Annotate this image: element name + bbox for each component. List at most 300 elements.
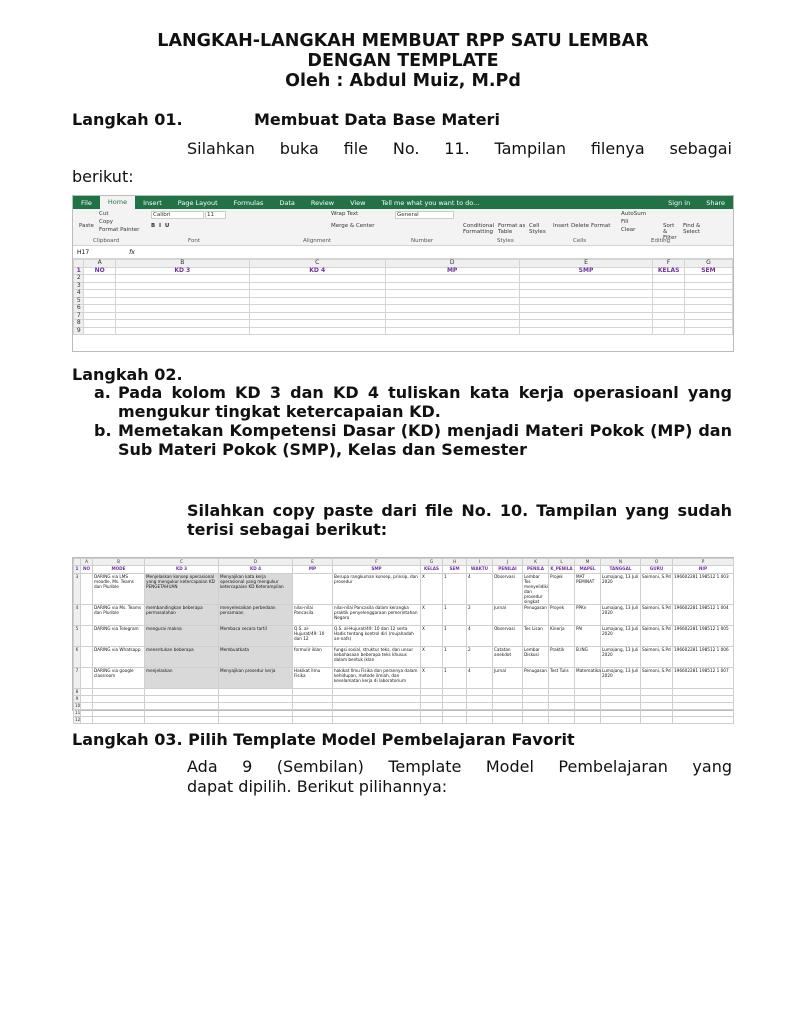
table-cell[interactable]: menentukan beberapa: [145, 647, 219, 668]
table-cell[interactable]: [493, 696, 523, 703]
table-cell[interactable]: [467, 710, 493, 717]
table-cell[interactable]: fungsi sosial, struktur teks, dan unsur kebahasaan beberapa teks khusus dalam bentuk iklan: [333, 647, 421, 668]
table-cell[interactable]: [493, 689, 523, 696]
table-cell[interactable]: Lembar Tes menyelidiki dan prosedur singkat: [524, 574, 549, 604]
table-cell[interactable]: [81, 668, 93, 689]
table-cell[interactable]: [93, 703, 145, 710]
table-cell[interactable]: [641, 717, 673, 724]
column-header[interactable]: K: [523, 559, 549, 566]
table-cell[interactable]: Q.S. al-Hujurat/49: 10 dan 12 serta Hadis tentang kontrol diri (mujahadah an-nafs): [333, 626, 421, 647]
header-cell[interactable]: NIP: [673, 566, 734, 574]
cell[interactable]: [684, 282, 732, 290]
table-cell[interactable]: [641, 696, 673, 703]
table-cell[interactable]: MAT PEMINAT: [575, 574, 601, 605]
header-cell[interactable]: KD 4: [219, 566, 293, 574]
autosum-button[interactable]: AutoSum: [621, 211, 647, 217]
table-cell[interactable]: [575, 703, 601, 710]
column-header[interactable]: G: [421, 559, 443, 566]
column-header[interactable]: L: [549, 559, 575, 566]
table-cell[interactable]: [293, 717, 333, 724]
header-cell-kelas[interactable]: KELAS: [653, 267, 684, 275]
table-cell[interactable]: formulir iklan: [293, 647, 333, 668]
column-header[interactable]: A: [81, 559, 93, 566]
table-cell[interactable]: [93, 696, 145, 703]
cell[interactable]: [115, 312, 249, 320]
table-cell[interactable]: [523, 689, 549, 696]
row-number[interactable]: 4: [74, 605, 81, 626]
cell[interactable]: [249, 312, 385, 320]
format-as-table-button[interactable]: Format as Table: [498, 223, 526, 235]
cell[interactable]: [653, 312, 684, 320]
menu-formulas[interactable]: Formulas: [233, 198, 264, 207]
column-header[interactable]: P: [673, 559, 734, 566]
table-cell[interactable]: 4: [467, 668, 493, 689]
table-cell[interactable]: [333, 696, 421, 703]
table-cell[interactable]: [93, 717, 145, 724]
table-cell[interactable]: [421, 703, 443, 710]
table-cell[interactable]: [81, 717, 93, 724]
header-cell[interactable]: SEM: [443, 566, 467, 574]
table-cell[interactable]: [81, 689, 93, 696]
table-cell[interactable]: [443, 696, 467, 703]
table-cell[interactable]: [673, 696, 734, 703]
table-cell[interactable]: Membaca secara tartil: [219, 626, 293, 647]
cell[interactable]: [385, 327, 519, 335]
cell[interactable]: [684, 290, 732, 298]
table-cell[interactable]: B.ING: [575, 647, 601, 668]
table-cell[interactable]: [641, 703, 673, 710]
column-header[interactable]: A: [84, 260, 115, 268]
insert-cells-button[interactable]: Insert: [553, 223, 569, 229]
table-cell[interactable]: Test Tulis: [549, 668, 575, 689]
row-number[interactable]: 10: [75, 703, 81, 708]
menu-insert[interactable]: Insert: [143, 198, 162, 207]
table-cell[interactable]: Jurnal: [493, 605, 523, 626]
cell[interactable]: [684, 275, 732, 283]
column-header[interactable]: C: [145, 559, 219, 566]
cell[interactable]: [249, 275, 385, 283]
table-cell[interactable]: hakikat Ilmu Fisika dan perannya dalam kehidupan, metode ilmiah, dan keselamatan kerja di laboratorium: [333, 668, 421, 689]
table-cell[interactable]: 196602281 198512 1 005: [673, 626, 734, 647]
table-cell[interactable]: [421, 710, 443, 717]
table-cell[interactable]: [145, 710, 219, 717]
header-cell[interactable]: TANGGAL: [601, 566, 641, 574]
header-cell-smp[interactable]: SMP: [519, 267, 653, 275]
table-cell[interactable]: [219, 717, 293, 724]
cell[interactable]: [84, 297, 115, 305]
table-cell[interactable]: [575, 710, 601, 717]
table-cell[interactable]: 196602281 198512 1 003: [673, 574, 734, 605]
header-cell[interactable]: PENILAI: [493, 566, 523, 574]
table-cell[interactable]: PPKn: [575, 605, 601, 626]
table-cell[interactable]: menyelesaikan perbedaan persamaan: [219, 605, 293, 626]
table-cell[interactable]: Observasi: [493, 574, 523, 605]
cell[interactable]: [84, 282, 115, 290]
share-button[interactable]: Share: [706, 198, 725, 207]
table-cell[interactable]: 1: [443, 668, 467, 689]
table-cell[interactable]: [293, 710, 333, 717]
table-cell[interactable]: 4: [467, 626, 493, 647]
header-cell-no[interactable]: NO: [84, 267, 115, 275]
header-cell[interactable]: MODE: [93, 566, 145, 574]
format-cells-button[interactable]: Format: [591, 223, 611, 229]
table-cell[interactable]: [549, 689, 575, 696]
header-cell[interactable]: PENILA: [523, 566, 549, 574]
cell[interactable]: [653, 320, 684, 328]
delete-cells-button[interactable]: Delete: [571, 223, 590, 229]
menu-data[interactable]: Data: [279, 198, 295, 207]
cell[interactable]: [115, 290, 249, 298]
find-select-button[interactable]: Find & Select: [683, 223, 701, 235]
row-number[interactable]: 5: [74, 297, 84, 305]
menu-file[interactable]: File: [81, 198, 92, 207]
table-cell[interactable]: [421, 696, 443, 703]
column-header[interactable]: F: [653, 260, 684, 268]
clear-button[interactable]: Clear: [621, 227, 636, 233]
table-cell[interactable]: [467, 717, 493, 724]
table-cell[interactable]: 2: [467, 605, 493, 626]
table-cell[interactable]: Saimoni, S.Pd: [641, 605, 673, 626]
table-cell[interactable]: 196602281 198512 1 004: [673, 605, 734, 626]
table-cell[interactable]: DARING via Ms. Teams dan Plurible: [93, 605, 145, 626]
table-cell[interactable]: Membuatkata: [219, 647, 293, 668]
row-number[interactable]: 7: [74, 312, 84, 320]
table-cell[interactable]: [81, 574, 93, 605]
cell[interactable]: [249, 320, 385, 328]
cell[interactable]: [519, 320, 653, 328]
fill-button[interactable]: Fill: [621, 219, 629, 225]
table-cell[interactable]: DARING via Whatsapp: [93, 647, 145, 668]
table-cell[interactable]: [601, 696, 641, 703]
column-header[interactable]: F: [333, 559, 421, 566]
table-cell[interactable]: [293, 689, 333, 696]
table-cell[interactable]: [421, 717, 443, 724]
table-cell[interactable]: [145, 717, 219, 724]
table-cell[interactable]: [145, 696, 219, 703]
cell[interactable]: [249, 305, 385, 313]
row-number[interactable]: 8: [74, 689, 81, 696]
table-cell[interactable]: [219, 703, 293, 710]
table-cell[interactable]: [523, 703, 549, 710]
cell[interactable]: [249, 290, 385, 298]
table-cell[interactable]: Observasi: [493, 626, 523, 647]
table-cell[interactable]: [575, 689, 601, 696]
table-cell[interactable]: [81, 703, 93, 710]
table-cell[interactable]: [523, 696, 549, 703]
table-cell[interactable]: 2: [467, 647, 493, 668]
column-header[interactable]: I: [467, 559, 493, 566]
table-cell[interactable]: [421, 689, 443, 696]
row-number[interactable]: 12: [75, 717, 81, 722]
table-cell[interactable]: [549, 710, 575, 717]
tell-me-box[interactable]: Tell me what you want to do...: [381, 198, 480, 207]
table-cell[interactable]: [443, 703, 467, 710]
cell[interactable]: [84, 320, 115, 328]
header-cell-sem[interactable]: SEM: [684, 267, 732, 275]
table-cell[interactable]: [81, 605, 93, 626]
table-cell[interactable]: DARING via LMS moodle, Ms. Teams dan Plurible: [93, 574, 145, 605]
column-header[interactable]: H: [443, 559, 467, 566]
table-cell[interactable]: Jurnal: [493, 668, 523, 689]
table-cell[interactable]: [145, 689, 219, 696]
cell[interactable]: [385, 275, 519, 283]
table-cell[interactable]: [333, 717, 421, 724]
table-cell[interactable]: Lembar Diskusi: [523, 647, 549, 668]
table-cell[interactable]: Lumajang, 13 Juli 2020: [601, 647, 641, 668]
table-cell[interactable]: [81, 696, 93, 703]
table-cell[interactable]: [219, 696, 293, 703]
cell[interactable]: [84, 312, 115, 320]
cell[interactable]: [84, 275, 115, 283]
table-cell[interactable]: [575, 717, 601, 724]
table-cell[interactable]: [443, 689, 467, 696]
table-cell[interactable]: X: [421, 626, 443, 647]
column-header[interactable]: O: [641, 559, 673, 566]
cell[interactable]: [115, 282, 249, 290]
table-cell[interactable]: Menyajikan prosedur kerja: [219, 668, 293, 689]
table-cell[interactable]: [93, 689, 145, 696]
cell[interactable]: [519, 327, 653, 335]
cell[interactable]: [115, 327, 249, 335]
table-cell[interactable]: menjelaskan: [145, 668, 219, 689]
cell[interactable]: [684, 327, 732, 335]
table-cell[interactable]: Menjelaskan konsep operasional yang mengukur ketercapaian KD PENGETAHUAN: [145, 574, 219, 605]
table-cell[interactable]: membandingkan beberapa permasalahan: [145, 605, 219, 626]
table-cell[interactable]: [601, 703, 641, 710]
table-cell[interactable]: 1: [443, 647, 467, 668]
table-cell[interactable]: Penugasan: [523, 605, 549, 626]
paste-button[interactable]: Paste: [79, 223, 94, 229]
table-cell[interactable]: [81, 710, 93, 717]
table-cell[interactable]: DARING via google classroom: [93, 668, 145, 689]
cut-button[interactable]: Cut: [99, 211, 109, 217]
table-cell[interactable]: [293, 574, 333, 605]
cell[interactable]: [519, 290, 653, 298]
column-header[interactable]: M: [575, 559, 601, 566]
column-header[interactable]: E: [293, 559, 333, 566]
table-cell[interactable]: Saimoni, S.Pd: [641, 626, 673, 647]
wrap-text-button[interactable]: Wrap Text: [331, 211, 359, 217]
table-cell[interactable]: [333, 710, 421, 717]
table-cell[interactable]: [493, 717, 523, 724]
table-cell[interactable]: [601, 689, 641, 696]
row-number[interactable]: 11: [75, 710, 81, 715]
cell[interactable]: [519, 275, 653, 283]
cell[interactable]: [249, 297, 385, 305]
menu-page-layout[interactable]: Page Layout: [177, 198, 218, 207]
merge-center-button[interactable]: Merge & Center: [331, 223, 375, 229]
table-cell[interactable]: [549, 703, 575, 710]
table-cell[interactable]: [673, 689, 734, 696]
table-cell[interactable]: [549, 696, 575, 703]
cell[interactable]: [653, 282, 684, 290]
table-cell[interactable]: Proyek: [549, 605, 575, 626]
table-cell[interactable]: [641, 689, 673, 696]
cell[interactable]: [653, 305, 684, 313]
table-cell[interactable]: 196602281 198512 1 007: [673, 668, 734, 689]
table-cell[interactable]: Lumajang, 13 Juli 2020: [601, 574, 641, 605]
number-format-select[interactable]: General: [395, 211, 454, 219]
table-cell[interactable]: [549, 717, 575, 724]
table-cell[interactable]: [641, 710, 673, 717]
cell[interactable]: [653, 297, 684, 305]
column-header[interactable]: D: [219, 559, 293, 566]
table-cell[interactable]: [523, 717, 549, 724]
row-number[interactable]: 8: [74, 320, 84, 328]
cell[interactable]: [653, 290, 684, 298]
row-number[interactable]: 6: [74, 647, 81, 668]
table-cell[interactable]: Kinerja: [549, 626, 575, 647]
cell[interactable]: [385, 290, 519, 298]
menu-home[interactable]: Home: [100, 196, 135, 209]
table-cell[interactable]: [493, 703, 523, 710]
table-cell[interactable]: X: [421, 647, 443, 668]
table-cell[interactable]: 1: [443, 574, 467, 605]
cell[interactable]: [684, 297, 732, 305]
table-cell[interactable]: [145, 703, 219, 710]
row-number[interactable]: 9: [74, 327, 84, 335]
table-cell[interactable]: Projek: [549, 574, 575, 605]
column-header[interactable]: G: [684, 260, 732, 268]
header-cell[interactable]: WAKTU: [467, 566, 493, 574]
cell[interactable]: [249, 282, 385, 290]
cell[interactable]: [385, 305, 519, 313]
cell[interactable]: [684, 312, 732, 320]
column-header[interactable]: B: [115, 260, 249, 268]
table-cell[interactable]: DARING via Telegram: [93, 626, 145, 647]
table-cell[interactable]: 1: [443, 605, 467, 626]
cell[interactable]: [684, 320, 732, 328]
table-cell[interactable]: [443, 710, 467, 717]
table-cell[interactable]: Lumajang, 13 Juli 2020: [601, 605, 641, 626]
table-cell[interactable]: Catatan anekdot: [493, 647, 523, 668]
header-cell[interactable]: K_PENILA: [549, 566, 575, 574]
header-cell-mp[interactable]: MP: [385, 267, 519, 275]
table-cell[interactable]: X: [421, 668, 443, 689]
header-cell[interactable]: NO: [81, 566, 93, 574]
row-number[interactable]: 9: [74, 696, 81, 703]
table-cell[interactable]: Lumajang, 13 Juli 2020: [601, 668, 641, 689]
table-cell[interactable]: X: [421, 574, 443, 605]
header-cell[interactable]: MP: [293, 566, 333, 574]
table-cell[interactable]: nilai-nilai Pancasila: [293, 605, 333, 626]
table-cell[interactable]: [81, 647, 93, 668]
row-number[interactable]: 6: [74, 305, 84, 313]
row-number[interactable]: 3: [74, 282, 84, 290]
column-header[interactable]: N: [601, 559, 641, 566]
sort-filter-button[interactable]: Sort & Filter: [663, 223, 677, 241]
select-all-corner[interactable]: [74, 260, 84, 268]
table-cell[interactable]: Saimoni, S.Pd: [641, 647, 673, 668]
table-cell[interactable]: [467, 689, 493, 696]
cell[interactable]: [519, 297, 653, 305]
table-cell[interactable]: [219, 710, 293, 717]
table-cell[interactable]: [523, 710, 549, 717]
table-cell[interactable]: [443, 717, 467, 724]
format-painter-button[interactable]: Format Painter: [99, 227, 140, 233]
table-cell[interactable]: X: [421, 605, 443, 626]
cell[interactable]: [84, 290, 115, 298]
cell[interactable]: [115, 275, 249, 283]
table-cell[interactable]: 196602281 198512 1 006: [673, 647, 734, 668]
table-cell[interactable]: Matematika: [575, 668, 601, 689]
table-cell[interactable]: Penugasan: [523, 668, 549, 689]
table-cell[interactable]: [601, 717, 641, 724]
menu-review[interactable]: Review: [310, 198, 335, 207]
table-cell[interactable]: [601, 710, 641, 717]
table-cell[interactable]: Q.S. al-Hujurat/49: 10 dan 12: [293, 626, 333, 647]
table-cell[interactable]: Tes Lisan: [523, 626, 549, 647]
table-cell[interactable]: [93, 710, 145, 717]
header-cell-kd4[interactable]: KD 4: [249, 267, 385, 275]
table-cell[interactable]: [293, 703, 333, 710]
row-number[interactable]: 1: [74, 267, 84, 275]
copy-button[interactable]: Copy: [99, 219, 113, 225]
column-header[interactable]: C: [249, 260, 385, 268]
table-cell[interactable]: mengurai makna: [145, 626, 219, 647]
header-cell[interactable]: KELAS: [421, 566, 443, 574]
select-all-corner[interactable]: [74, 559, 81, 566]
table-cell[interactable]: nilai-nilai Pancasila dalam kerangka praktik penyelenggaraan pemerintahan Negara: [333, 605, 421, 626]
table-cell[interactable]: Saimoni, S.Pd: [641, 668, 673, 689]
column-header[interactable]: B: [93, 559, 145, 566]
table-cell[interactable]: [575, 696, 601, 703]
header-cell[interactable]: SMP: [333, 566, 421, 574]
row-number[interactable]: 7: [74, 668, 81, 689]
cell-styles-button[interactable]: Cell Styles: [529, 223, 546, 235]
table-cell[interactable]: [467, 696, 493, 703]
column-header[interactable]: D: [385, 260, 519, 268]
table-cell[interactable]: [293, 696, 333, 703]
header-cell-kd3[interactable]: KD 3: [115, 267, 249, 275]
table-cell[interactable]: Berupa rangkuman konsep, prinsip, dan prosedur: [333, 574, 421, 605]
cell[interactable]: [653, 327, 684, 335]
header-cell[interactable]: GURU: [641, 566, 673, 574]
name-box[interactable]: H17: [77, 248, 90, 256]
table-cell[interactable]: Hakikat Ilmu Fisika: [293, 668, 333, 689]
cell[interactable]: [385, 320, 519, 328]
fx-icon[interactable]: fx: [129, 248, 135, 256]
column-header[interactable]: E: [519, 260, 653, 268]
cell[interactable]: [385, 282, 519, 290]
cell[interactable]: [519, 312, 653, 320]
table-cell[interactable]: 1: [443, 626, 467, 647]
cell[interactable]: [115, 320, 249, 328]
cell[interactable]: [249, 327, 385, 335]
menu-view[interactable]: View: [350, 198, 366, 207]
table-cell[interactable]: [219, 689, 293, 696]
cell[interactable]: [519, 282, 653, 290]
conditional-formatting-button[interactable]: Conditional Formatting: [463, 223, 495, 235]
table-cell[interactable]: PAI: [575, 626, 601, 647]
table-cell[interactable]: [333, 689, 421, 696]
row-number[interactable]: 5: [74, 626, 81, 647]
header-cell[interactable]: KD 3: [145, 566, 219, 574]
table-cell[interactable]: Lumajang, 13 Juli 2020: [601, 626, 641, 647]
table-cell[interactable]: [673, 717, 734, 724]
font-size-select[interactable]: 11: [205, 211, 226, 219]
table-cell[interactable]: Praktik: [549, 647, 575, 668]
table-cell[interactable]: 4: [467, 574, 493, 605]
table-cell[interactable]: [673, 703, 734, 710]
font-style-buttons[interactable]: B I U: [151, 223, 170, 229]
cell[interactable]: [115, 297, 249, 305]
row-number[interactable]: 3: [74, 574, 81, 605]
cell[interactable]: [84, 327, 115, 335]
table-cell[interactable]: [673, 710, 734, 717]
sign-in-link[interactable]: Sign in: [668, 198, 691, 207]
row-number[interactable]: 2: [74, 275, 84, 283]
